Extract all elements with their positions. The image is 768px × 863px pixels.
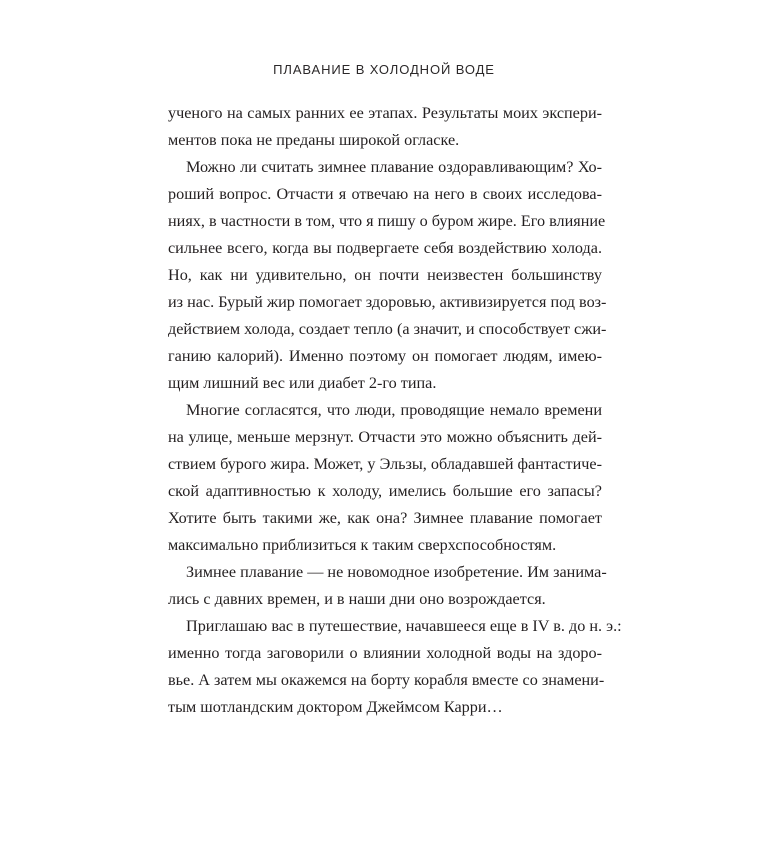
text-line: действием холода, создает тепло (а значит, и способствует сжи- (168, 320, 607, 338)
text-line: ствием бурого жира. Может, у Эльзы, обладавшей фантастиче- (168, 455, 602, 473)
paragraph (168, 397, 602, 559)
text-line: из нас. Бурый жир помогает здоровью, активизируется под воз- (168, 293, 607, 311)
text-line: Можно ли считать зимнее плавание оздоравливающим? Хо- (186, 158, 602, 176)
text-line: Зимнее плавание — не новомодное изобретение. Им занима- (186, 563, 607, 581)
paragraph (168, 100, 602, 154)
text-line: роший вопрос. Отчасти я отвечаю на него в своих исследова- (168, 185, 602, 203)
text-line: ниях, в частности в том, что я пишу о буром жире. Его влияние (168, 212, 606, 230)
text-line: Но, как ни удивительно, он почти неизвестен большинству (168, 266, 602, 284)
running-head: ПЛАВАНИЕ В ХОЛОДНОЙ ВОДЕ (273, 62, 495, 77)
text-line: ментов пока не преданы широкой огласке. (168, 131, 460, 149)
paragraph (168, 613, 622, 721)
text-line: Приглашаю вас в путешествие, начавшееся еще в IV в. до н. э.: (186, 617, 622, 635)
text-line: Многие согласятся, что люди, проводящие немало времени (186, 401, 602, 419)
text-line: вье. А затем мы окажемся на борту корабля вместе со знамени- (168, 671, 605, 689)
text-line: на улице, меньше мерзнут. Отчасти это можно объяснить дей- (168, 428, 602, 446)
text-line: щим лишний вес или диабет 2-го типа. (168, 374, 437, 392)
paragraph (168, 559, 607, 613)
text-line: тым шотландским доктором Джеймсом Карри… (168, 698, 503, 716)
text-line: сильнее всего, когда вы подвергаете себя воздействию холода. (168, 239, 602, 257)
body-text (168, 100, 622, 721)
paragraph (168, 154, 607, 397)
text-line: ганию калорий). Именно поэтому он помогает людям, имею- (168, 347, 602, 365)
text-line: лись с давних времен, и в наши дни оно возрождается. (168, 590, 546, 608)
text-line: ученого на самых ранних ее этапах. Результаты моих экспери- (168, 104, 602, 122)
text-line: ской адаптивностью к холоду, имелись большие его запасы? (168, 482, 602, 500)
text-line: Хотите быть такими же, как она? Зимнее плавание помогает (168, 509, 602, 527)
text-line: максимально приблизиться к таким сверхспособностям. (168, 536, 557, 554)
text-line: именно тогда заговорили о влиянии холодной воды на здоро- (168, 644, 602, 662)
